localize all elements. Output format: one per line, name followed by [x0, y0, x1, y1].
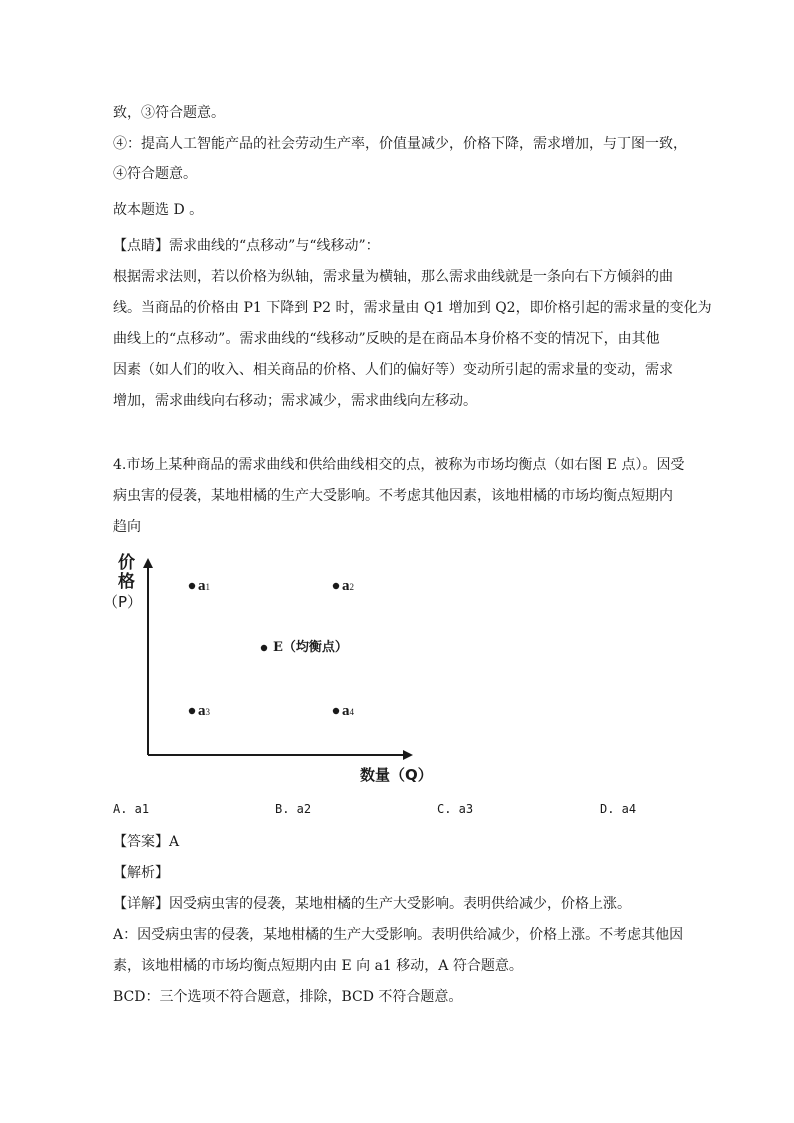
- text-line: 根据需求法则，若以价格为纵轴，需求量为横轴，那么需求曲线就是一条向右下方倾斜的曲: [113, 269, 673, 285]
- text-line: ④：提高人工智能产品的社会劳动生产率，价值量减少，价格下降，需求增加，与丁图一致，: [113, 136, 687, 152]
- point-a1-label: a1: [198, 578, 210, 594]
- point-a4-label: a4: [342, 703, 354, 719]
- y-axis-label-char: 价: [118, 553, 135, 573]
- text-line: 线。当商品的价格由 P1 下降到 P2 时，需求量由 Q1 增加到 Q2，即价格引起的需求量的变化为: [113, 300, 712, 316]
- detail-line: 【详解】因受病虫害的侵袭，某地柑橘的生产大受影响。表明供给减少，价格上涨。: [113, 896, 631, 912]
- text-line: ④符合题意。: [113, 166, 197, 182]
- option-b[interactable]: B. a2: [275, 802, 312, 816]
- text-line: 增加，需求曲线向右移动；需求减少，需求曲线向左移动。: [113, 393, 477, 409]
- dianjing-heading: 【点睛】需求曲线的“点移动”与“线移动”：: [113, 238, 380, 254]
- point-a3-dot: [189, 708, 195, 714]
- option-d[interactable]: D. a4: [600, 802, 637, 816]
- text-line: 曲线上的“点移动”。需求曲线的“线移动”反映的是在商品本身价格不变的情况下，由其他: [113, 331, 660, 347]
- answer-options: [113, 802, 673, 822]
- point-a4-dot: [333, 708, 339, 714]
- option-c[interactable]: C. a3: [437, 802, 474, 816]
- diagram-axes: [112, 548, 442, 788]
- y-axis-label-char: 格: [118, 572, 135, 592]
- point-a3-label: a3: [198, 703, 210, 719]
- text-line: 因素（如人们的收入、相关商品的价格、人们的偏好等）变动所引起的需求量的变动，需求: [113, 362, 673, 378]
- market-equilibrium-diagram: [103, 548, 442, 788]
- analysis-heading: 【解析】: [113, 865, 169, 881]
- x-axis-label: 数量（Q）: [360, 766, 433, 784]
- text-line: 故本题选 D 。: [113, 202, 204, 218]
- question-text: 4.市场上某种商品的需求曲线和供给曲线相交的点，被称为市场均衡点（如右图 E 点）。因受: [113, 457, 685, 473]
- point-a2-label: a2: [342, 578, 354, 594]
- question-text: 病虫害的侵袭，某地柑橘的生产大受影响。不考虑其他因素，该地柑橘的市场均衡点短期内: [113, 488, 673, 504]
- point-a2-dot: [333, 583, 339, 589]
- text-line: 致，③符合题意。: [113, 105, 225, 121]
- option-a[interactable]: A. a1: [113, 802, 150, 816]
- detail-line: BCD：三个选项不符合题意，排除，BCD 不符合题意。: [113, 989, 463, 1005]
- answer-line: 【答案】A: [113, 834, 180, 850]
- y-axis-label-unit: （P）: [103, 593, 143, 611]
- detail-line: A：因受病虫害的侵袭，某地柑橘的生产大受影响。表明供给减少，价格上涨。不考虑其他因: [113, 927, 684, 943]
- point-a1-dot: [189, 583, 195, 589]
- detail-line: 素，该地柑橘的市场均衡点短期内由 E 向 a1 移动，A 符合题意。: [113, 958, 523, 974]
- point-e-label: E（均衡点）: [273, 640, 348, 655]
- question-text: 趋向: [113, 519, 141, 535]
- point-e-dot: [261, 645, 267, 651]
